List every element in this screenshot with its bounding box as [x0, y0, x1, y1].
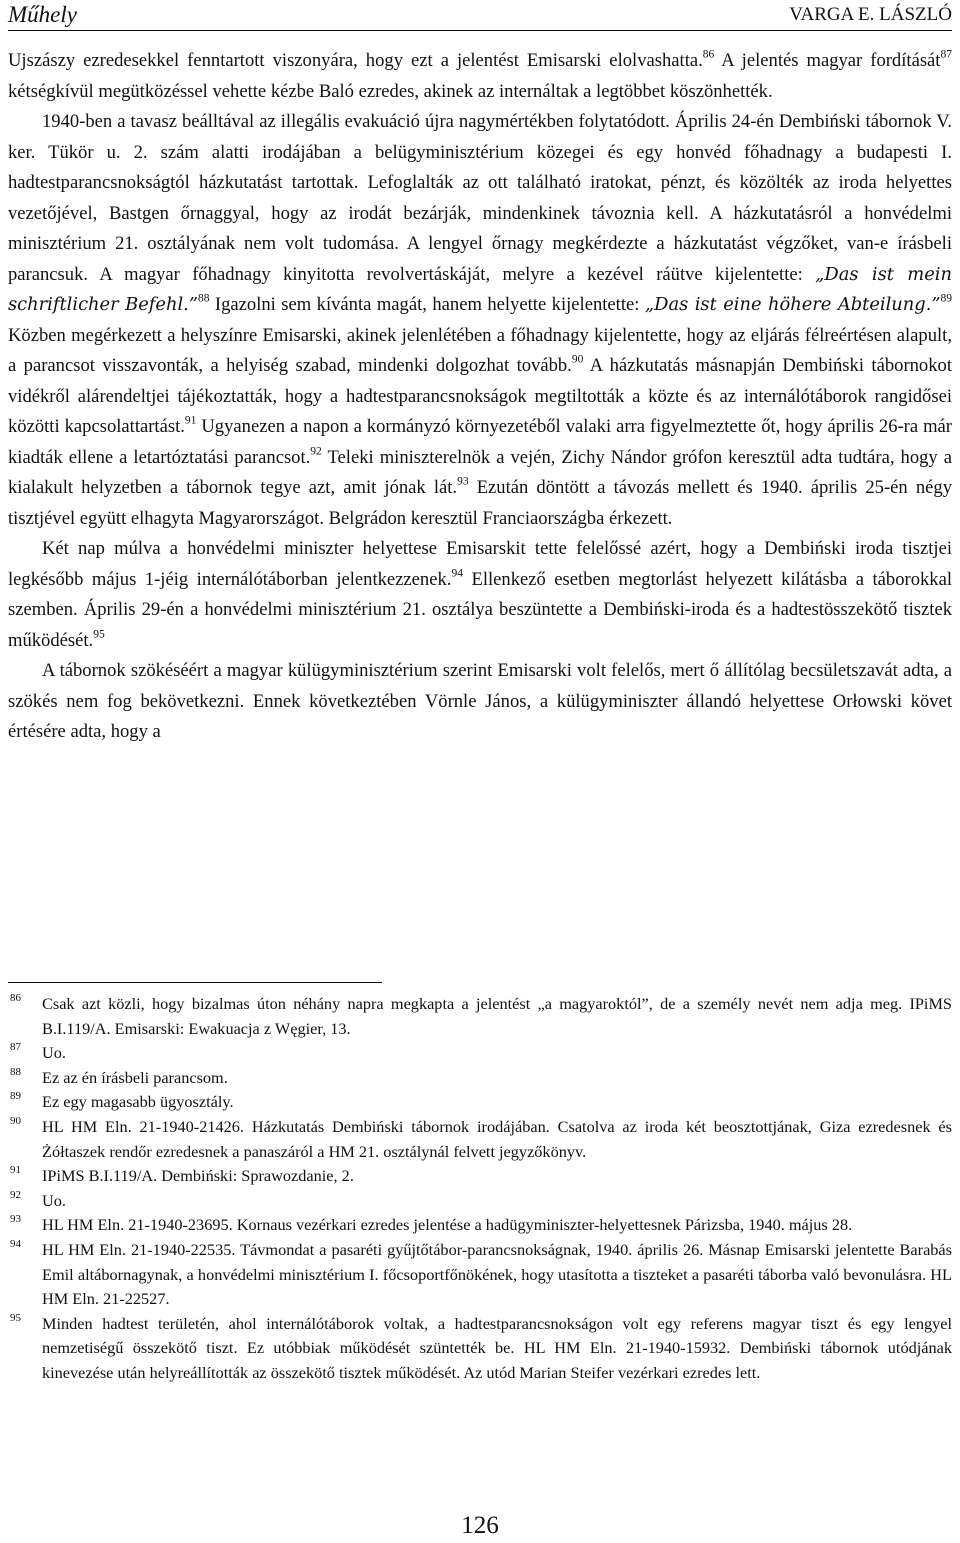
text-run: Közben megérkezett a helyszínre Emisarski, akinek jelenlétében a főhadnagy kijelentette, hogy az eljárás félreértésen alapult, a parancsot visszavonták, a helyiség szabad, mindenki dolgozhat tovább.: [8, 324, 952, 376]
footnote-text: Uo.: [42, 1043, 66, 1063]
paragraph: [8, 46, 952, 107]
header-rule: [8, 30, 952, 31]
footnote-text: IPiMS B.I.119/A. Dembiński: Sprawozdanie, 2.: [42, 1166, 354, 1186]
footnote: [8, 1189, 952, 1214]
footnote-text: Csak azt közli, hogy bizalmas úton néhány napra megkapta a jelentést „a magyaroktól”, de a személy nevét nem adja meg. IPiMS B.I.119/A. Emisarski: Ewakuacja z Węgier, 13.: [42, 994, 952, 1038]
footnote: [8, 1312, 952, 1386]
footnote-number: 88: [10, 1065, 21, 1078]
footnote-rule: [8, 982, 382, 983]
footnote-ref: 91: [184, 414, 197, 427]
footnote-number: 94: [10, 1237, 21, 1250]
footnote-ref: 94: [451, 566, 463, 579]
main-text: [8, 46, 952, 748]
footnote-ref: 89: [940, 292, 953, 305]
footnote-number: 93: [10, 1213, 21, 1226]
footnote-ref: 86: [702, 48, 715, 61]
footnote-text: HL HM Eln. 21-1940-22535. Távmondat a pasaréti gyűjtőtábor-parancsnokságnak, 1940. április 26. Másnap Emisarski jelentette Barabás Emil altábornagynak, a honvédelmi minisztérium I. főcsoportfőnökének, hogy utasította a tiszteket a pasaréti táborba való bevonulásra. HL HM Eln. 21-22527.: [42, 1239, 952, 1309]
running-header: [8, 0, 952, 32]
footnote-text: HL HM Eln. 21-1940-21426. Házkutatás Dembiński tábornok irodájában. Csatolva az iroda két beosztottjának, Giza ezredesnek és Żółtaszek rendőr ezredesnek a panaszáról a HM 21. osztálynál felvett jegyzőkönyv.: [42, 1116, 952, 1161]
footnote-text: Minden hadtest területén, ahol internálótáborok voltak, a hadtestparancsnokságon volt egy referens magyar tiszt és egy lengyel nemzetiségű összekötő tiszt. Ez utóbbiak működését szüntették be. HL HM Eln. 21-1940-15932. Dembiński tábornok utódjának kinevezése után helyreállították az összekötő tisztek működését. Az utód Marian Steifer vezérkari ezredes lett.: [42, 1313, 952, 1382]
footnote-text: Ez egy magasabb ügyosztály.: [42, 1092, 234, 1112]
footnote-text: HL HM Eln. 21-1940-23695. Kornaus vezérkari ezredes jelentése a hadügyminiszter-helyettesnek Párizsba, 1940. május 28.: [42, 1215, 853, 1235]
text-run: A házkutatás másnapján Dembiński tábornokot vidékről alárendeltjei tájékoztatták, hogy a hadtestparancsnokságok megtiltották a közte és az internálótáborok rangidősei közötti kapcsolattartást.: [8, 355, 952, 437]
footnote-number: 95: [10, 1311, 21, 1324]
footnote-ref: 95: [93, 627, 105, 640]
paragraph: [8, 107, 952, 534]
footnote-number: 87: [10, 1041, 21, 1054]
text-run: A jelentés magyar fordítását: [714, 50, 941, 71]
text-run: Ezután döntött a távozás mellett és 1940. április 25-én négy tisztjével együtt elhagyta Magyarországot. Belgrádon keresztül Franciaországba érkezett.: [8, 477, 952, 529]
author-name: VARGA E. LÁSZLÓ: [789, 4, 952, 25]
footnote-ref: 90: [571, 353, 584, 366]
footnote: [8, 1090, 952, 1115]
footnote-ref: 87: [940, 48, 952, 61]
text-run: Ugyanezen a napon a kormányzó környezetéből valaki arra figyelmeztette őt, hogy április 26-ra már kiadták ellene a letartóztatási parancsot.: [8, 416, 952, 468]
footnotes: [8, 992, 952, 1386]
text-run: Ujszászy ezredesekkel fenntartott viszonyára, hogy ezt a jelentést Emisarski elolvashatta.: [8, 50, 703, 71]
footnote-text: Ez az én írásbeli parancsom.: [42, 1067, 228, 1087]
footnote: [8, 1238, 952, 1312]
paragraph: [8, 656, 952, 748]
footnote: [8, 1115, 952, 1164]
footnote-number: 91: [10, 1164, 21, 1177]
footnote-text: Uo.: [42, 1190, 66, 1210]
footnote-number: 90: [10, 1114, 21, 1127]
footnote: [8, 1164, 952, 1189]
text-run: 1940-ben a tavasz beálltával az illegális evakuáció újra nagymértékben folytatódott. Április 24-én Dembiński tábornok V. ker. Tükör u. 2. szám alatti irodájában a belügyminisztérium közegei és egy honvéd főhadnagy a budapesti I. hadtestparancsnokságtól házkutatást tartottak. Lefoglalták az ott található iratokat, pénzt, és közölték az iroda helyettes vezetőjével, Bastgen őrnaggyal, hogy az irodát bezárják, mindenkinek távoznia kell. A házkutatásról a honvédelmi minisztérium 21. osztályának nem volt tudomása. A lengyel őrnagy megkérdezte a házkutatást végzőket, van-e írásbeli parancsuk. A magyar főhadnagy kinyitotta revolvertáskáját, melyre a kezével ráütve kijelentette:: [8, 111, 952, 285]
footnote-number: 92: [10, 1188, 21, 1201]
footnote: [8, 1213, 952, 1238]
footnote-ref: 93: [457, 475, 469, 488]
footnote-number: 89: [10, 1090, 21, 1103]
footnote-ref: 88: [197, 292, 210, 305]
footnote: [8, 1041, 952, 1066]
text-run: Igazolni sem kívánta magát, hanem helyette kijelentette:: [209, 294, 645, 315]
text-run: Két nap múlva a honvédelmi miniszter helyettese Emisarskit tette felelőssé azért, hogy a Dembiński iroda tisztjei legkésőbb május 1-jéig internálótáborban jelentkezzenek.: [8, 538, 952, 590]
text-run: Ellenkező esetben megtorlást helyezett kilátásba a táborokkal szemben. Április 29-én a honvédelmi minisztérium 21. osztálya beszüntette a Dembiński-iroda és a hadtestösszekötő tisztek működését.: [8, 568, 953, 651]
text-run: A tábornok szökéséért a magyar külügyminisztérium szerint Emisarski volt felelős, mert ő állítólag becsületszavát adta, a szökés nem fog bekövetkezni. Ennek következtében Vörnle János, a külügyminiszter állandó helyettese Orłowski követ értésére adta, hogy a: [8, 660, 952, 742]
page-number: 126: [461, 1512, 499, 1539]
text-run: Teleki miniszterelnök a vején, Zichy Nándor grófon keresztül adta tudtára, hogy a kialakult helyzetben a tábornok tegye azt, amit jónak lát.: [8, 446, 952, 498]
paragraph: [8, 534, 952, 656]
text-run: kétségkívül megütközéssel vehette kézbe Baló ezredes, akinek az internáltak a legtöbbet köszönhették.: [8, 80, 773, 102]
footnote: [8, 992, 952, 1041]
footnote: [8, 1066, 952, 1091]
italic-quote: „Das ist mein schriftlicher Befehl.”: [8, 263, 952, 315]
italic-quote: „Das ist eine höhere Abteilung.”: [644, 294, 941, 315]
section-title: Műhely: [8, 2, 77, 27]
footnote-ref: 92: [310, 444, 322, 457]
footnote-number: 86: [10, 992, 21, 1004]
